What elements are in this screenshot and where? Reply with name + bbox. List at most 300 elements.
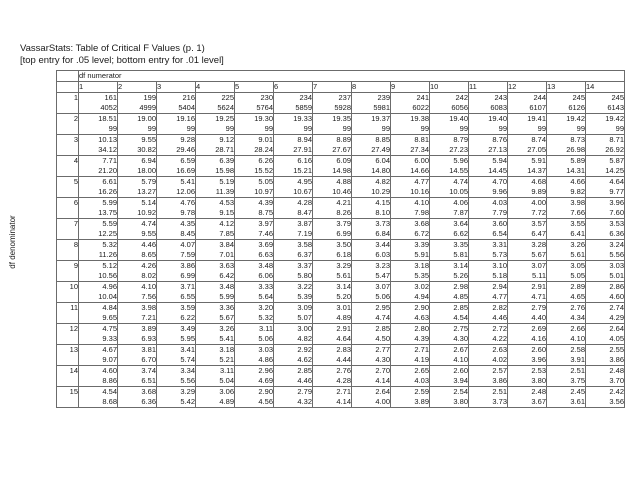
cell-p01: 3.94: [430, 376, 469, 387]
cell-p05: 3.60: [469, 219, 508, 230]
table-row: [57, 208, 625, 219]
cell-p05: 19.41: [508, 114, 547, 125]
cell-p01: 99: [118, 124, 157, 135]
cell-p05: 2.85: [352, 324, 391, 335]
cell-p05: 2.64: [352, 387, 391, 398]
cell-p01: 4.28: [313, 376, 352, 387]
cell-p01: 13.27: [118, 187, 157, 198]
cell-p01: 8.47: [274, 208, 313, 219]
cell-p01: 4.00: [352, 397, 391, 408]
cell-p01: 5.80: [274, 271, 313, 282]
cell-p05: 3.50: [313, 240, 352, 251]
column-header: 6: [274, 82, 313, 93]
cell-p05: 3.31: [469, 240, 508, 251]
cell-p01: 5859: [274, 103, 313, 114]
cell-p05: 19.40: [430, 114, 469, 125]
cell-p01: 4.69: [235, 376, 274, 387]
cell-p01: 9.77: [586, 187, 625, 198]
cell-p05: 2.59: [391, 387, 430, 398]
cell-p01: 3.61: [547, 397, 586, 408]
cell-p01: 4.63: [391, 313, 430, 324]
cell-p05: 3.86: [157, 261, 196, 272]
cell-p01: 5.67: [508, 250, 547, 261]
cell-p01: 14.80: [352, 166, 391, 177]
cell-p05: 10.13: [79, 135, 118, 146]
cell-p01: 4.54: [430, 313, 469, 324]
cell-p05: 4.12: [196, 219, 235, 230]
cell-p01: 4.34: [547, 313, 586, 324]
cell-p05: 4.28: [274, 198, 313, 209]
cell-p01: 5.99: [196, 292, 235, 303]
cell-p01: 6.54: [469, 229, 508, 240]
cell-p01: 7.98: [391, 208, 430, 219]
cell-p05: 6.94: [118, 156, 157, 167]
cell-p01: 16.26: [79, 187, 118, 198]
table-row: [57, 145, 625, 156]
cell-p01: 5.11: [508, 271, 547, 282]
cell-p05: 3.64: [430, 219, 469, 230]
cell-p01: 6.36: [118, 397, 157, 408]
cell-p05: 7.71: [79, 156, 118, 167]
cell-p01: 5404: [157, 103, 196, 114]
cell-p01: 6.99: [313, 229, 352, 240]
cell-p01: 5.18: [469, 271, 508, 282]
cell-p01: 4.89: [313, 313, 352, 324]
cell-p05: 3.58: [274, 240, 313, 251]
cell-p01: 7.79: [469, 208, 508, 219]
cell-p05: 2.66: [547, 324, 586, 335]
table-row: [57, 334, 625, 345]
cell-p05: 2.60: [508, 345, 547, 356]
cell-p05: 2.45: [547, 387, 586, 398]
cell-p01: 5764: [235, 103, 274, 114]
cell-p01: 3.73: [469, 397, 508, 408]
cell-p05: 3.06: [196, 387, 235, 398]
cell-p05: 3.39: [391, 240, 430, 251]
column-header: 12: [508, 82, 547, 93]
cell-p01: 4.62: [274, 355, 313, 366]
cell-p05: 3.22: [274, 282, 313, 293]
cell-p01: 4.46: [469, 313, 508, 324]
cell-p05: 2.76: [313, 366, 352, 377]
table-row: [57, 177, 625, 188]
cell-p05: 5.59: [79, 219, 118, 230]
cell-p05: 2.64: [586, 324, 625, 335]
row-header: 8: [57, 240, 79, 261]
cell-p05: 3.81: [118, 345, 157, 356]
cell-p05: 3.29: [313, 261, 352, 272]
cell-p05: 3.53: [586, 219, 625, 230]
cell-p01: 4.89: [196, 397, 235, 408]
cell-p01: 26.98: [547, 145, 586, 156]
cell-p05: 2.48: [586, 366, 625, 377]
column-header: 11: [469, 82, 508, 93]
cell-p01: 5.56: [157, 376, 196, 387]
cell-p01: 6143: [586, 103, 625, 114]
cell-p01: 5.73: [469, 250, 508, 261]
table-row: [57, 292, 625, 303]
cell-p01: 10.56: [79, 271, 118, 282]
cell-p01: 6.42: [196, 271, 235, 282]
cell-p05: 5.99: [79, 198, 118, 209]
df-numerator-label: df numerator: [79, 71, 625, 82]
cell-p05: 230: [235, 93, 274, 104]
cell-p05: 6.09: [313, 156, 352, 167]
cell-p05: 2.79: [274, 387, 313, 398]
cell-p01: 26.92: [586, 145, 625, 156]
cell-p05: 8.79: [430, 135, 469, 146]
cell-p01: 99: [79, 124, 118, 135]
cell-p05: 3.63: [196, 261, 235, 272]
cell-p05: 244: [508, 93, 547, 104]
cell-p01: 6.47: [508, 229, 547, 240]
row-header: 13: [57, 345, 79, 366]
cell-p05: 8.74: [508, 135, 547, 146]
cell-p01: 7.46: [235, 229, 274, 240]
cell-p01: 99: [391, 124, 430, 135]
cell-p05: 3.84: [196, 240, 235, 251]
cell-p05: 3.26: [196, 324, 235, 335]
cell-p05: 2.76: [547, 303, 586, 314]
cell-p01: 10.97: [235, 187, 274, 198]
table-corner: [57, 82, 79, 93]
cell-p01: 99: [235, 124, 274, 135]
cell-p05: 3.26: [547, 240, 586, 251]
cell-p01: 4.86: [235, 355, 274, 366]
cell-p01: 6.22: [157, 313, 196, 324]
cell-p05: 4.82: [352, 177, 391, 188]
cell-p05: 3.28: [508, 240, 547, 251]
cell-p05: 3.14: [313, 282, 352, 293]
table-row: [57, 397, 625, 408]
cell-p05: 2.86: [586, 282, 625, 293]
row-header: 7: [57, 219, 79, 240]
cell-p05: 3.57: [508, 219, 547, 230]
cell-p05: 19.25: [196, 114, 235, 125]
cell-p05: 216: [157, 93, 196, 104]
cell-p05: 19.35: [313, 114, 352, 125]
cell-p01: 4.02: [469, 355, 508, 366]
cell-p05: 3.23: [352, 261, 391, 272]
cell-p01: 8.68: [79, 397, 118, 408]
cell-p05: 3.24: [586, 240, 625, 251]
table-row: [57, 103, 625, 114]
cell-p01: 9.33: [79, 334, 118, 345]
cell-p01: 15.52: [235, 166, 274, 177]
cell-p05: 5.19: [196, 177, 235, 188]
page-title: VassarStats: Table of Critical F Values (p. 1): [20, 43, 205, 54]
cell-p01: 28.71: [196, 145, 235, 156]
table-row: [57, 271, 625, 282]
cell-p01: 4.77: [469, 292, 508, 303]
cell-p01: 3.89: [391, 397, 430, 408]
cell-p05: 5.96: [430, 156, 469, 167]
cell-p01: 5.41: [196, 334, 235, 345]
cell-p05: 4.66: [547, 177, 586, 188]
cell-p01: 7.87: [430, 208, 469, 219]
cell-p05: 4.76: [157, 198, 196, 209]
cell-p05: 8.76: [469, 135, 508, 146]
cell-p01: 4.19: [391, 355, 430, 366]
cell-p05: 4.26: [118, 261, 157, 272]
cell-p01: 7.19: [274, 229, 313, 240]
cell-p01: 6.93: [118, 334, 157, 345]
cell-p05: 2.90: [391, 303, 430, 314]
cell-p05: 4.53: [196, 198, 235, 209]
cell-p05: 3.97: [235, 219, 274, 230]
cell-p05: 6.26: [235, 156, 274, 167]
cell-p01: 9.65: [79, 313, 118, 324]
cell-p01: 8.75: [235, 208, 274, 219]
cell-p05: 4.03: [469, 198, 508, 209]
cell-p05: 6.04: [352, 156, 391, 167]
table-row: [57, 114, 625, 125]
row-header: 10: [57, 282, 79, 303]
cell-p01: 3.86: [586, 355, 625, 366]
cell-p05: 5.14: [118, 198, 157, 209]
row-header: 6: [57, 198, 79, 219]
cell-p01: 14.55: [430, 166, 469, 177]
cell-p05: 2.91: [508, 282, 547, 293]
cell-p05: 3.71: [157, 282, 196, 293]
table-row: [57, 156, 625, 167]
cell-p01: 4.50: [352, 334, 391, 345]
cell-p05: 2.67: [430, 345, 469, 356]
cell-p01: 11.39: [196, 187, 235, 198]
cell-p01: 5.06: [352, 292, 391, 303]
cell-p01: 4.65: [547, 292, 586, 303]
cell-p01: 8.10: [352, 208, 391, 219]
table-row: [57, 355, 625, 366]
cell-p05: 4.21: [313, 198, 352, 209]
cell-p05: 3.11: [196, 366, 235, 377]
cell-p01: 9.55: [118, 229, 157, 240]
cell-p01: 6.63: [235, 250, 274, 261]
row-header: 2: [57, 114, 79, 135]
cell-p05: 4.74: [430, 177, 469, 188]
cell-p05: 4.95: [274, 177, 313, 188]
cell-p01: 3.91: [547, 355, 586, 366]
cell-p05: 3.41: [157, 345, 196, 356]
table-row: [57, 124, 625, 135]
column-header: 13: [547, 82, 586, 93]
cell-p05: 2.74: [586, 303, 625, 314]
cell-p05: 4.67: [79, 345, 118, 356]
cell-p01: 11.26: [79, 250, 118, 261]
cell-p05: 2.77: [352, 345, 391, 356]
cell-p01: 6.55: [157, 292, 196, 303]
cell-p05: 19.00: [118, 114, 157, 125]
cell-p05: 2.83: [313, 345, 352, 356]
cell-p01: 10.67: [274, 187, 313, 198]
cell-p01: 99: [508, 124, 547, 135]
cell-p01: 10.16: [391, 187, 430, 198]
cell-p05: 4.54: [79, 387, 118, 398]
cell-p05: 3.48: [235, 261, 274, 272]
cell-p01: 3.86: [469, 376, 508, 387]
cell-p05: 237: [313, 93, 352, 104]
row-header: 1: [57, 93, 79, 114]
cell-p05: 245: [586, 93, 625, 104]
cell-p01: 6056: [430, 103, 469, 114]
cell-p01: 7.56: [118, 292, 157, 303]
table-row: [57, 345, 625, 356]
table-row: [57, 313, 625, 324]
cell-p01: 99: [313, 124, 352, 135]
cell-p05: 2.92: [274, 345, 313, 356]
cell-p01: 4.71: [508, 292, 547, 303]
cell-p05: 3.68: [118, 387, 157, 398]
cell-p01: 4.10: [547, 334, 586, 345]
cell-p01: 16.69: [157, 166, 196, 177]
table-row: [57, 229, 625, 240]
cell-p05: 19.42: [586, 114, 625, 125]
cell-p01: 5.56: [586, 250, 625, 261]
cell-p01: 14.25: [586, 166, 625, 177]
cell-p05: 2.63: [469, 345, 508, 356]
table-row: [57, 250, 625, 261]
cell-p01: 29.46: [157, 145, 196, 156]
cell-p05: 2.90: [235, 387, 274, 398]
cell-p05: 19.40: [469, 114, 508, 125]
table-row: [57, 376, 625, 387]
row-header: 11: [57, 303, 79, 324]
cell-p05: 18.51: [79, 114, 118, 125]
cell-p05: 4.75: [79, 324, 118, 335]
cell-p01: 6.03: [352, 250, 391, 261]
cell-p01: 5.01: [586, 271, 625, 282]
table-row: [57, 366, 625, 377]
cell-p01: 6083: [469, 103, 508, 114]
cell-p05: 4.74: [118, 219, 157, 230]
cell-p01: 99: [274, 124, 313, 135]
cell-p05: 8.81: [391, 135, 430, 146]
cell-p05: 2.72: [469, 324, 508, 335]
cell-p05: 3.00: [274, 324, 313, 335]
cell-p01: 14.37: [508, 166, 547, 177]
cell-p01: 9.07: [79, 355, 118, 366]
cell-p05: 4.60: [79, 366, 118, 377]
cell-p01: 27.67: [313, 145, 352, 156]
cell-p01: 5.95: [157, 334, 196, 345]
cell-p01: 3.96: [508, 355, 547, 366]
cell-p05: 5.94: [469, 156, 508, 167]
cell-p05: 4.15: [352, 198, 391, 209]
cell-p05: 4.06: [430, 198, 469, 209]
cell-p01: 6.51: [118, 376, 157, 387]
cell-p05: 245: [547, 93, 586, 104]
cell-p05: 2.79: [508, 303, 547, 314]
cell-p01: 5.26: [430, 271, 469, 282]
column-header: 14: [586, 82, 625, 93]
cell-p01: 5.35: [391, 271, 430, 282]
cell-p01: 4.56: [235, 397, 274, 408]
cell-p01: 13.75: [79, 208, 118, 219]
cell-p05: 3.36: [196, 303, 235, 314]
cell-p01: 4.03: [391, 376, 430, 387]
cell-p01: 5.07: [274, 313, 313, 324]
cell-p01: 5.05: [547, 271, 586, 282]
cell-p01: 4.94: [391, 292, 430, 303]
cell-p01: 3.80: [430, 397, 469, 408]
cell-p05: 4.39: [235, 198, 274, 209]
column-header: 9: [391, 82, 430, 93]
cell-p05: 3.73: [352, 219, 391, 230]
cell-p05: 3.14: [430, 261, 469, 272]
cell-p01: 8.02: [118, 271, 157, 282]
cell-p05: 4.64: [586, 177, 625, 188]
cell-p01: 6022: [391, 103, 430, 114]
cell-p01: 5.32: [235, 313, 274, 324]
cell-p01: 30.82: [118, 145, 157, 156]
cell-p05: 6.59: [157, 156, 196, 167]
cell-p01: 4.22: [469, 334, 508, 345]
cell-p01: 27.23: [430, 145, 469, 156]
cell-p05: 9.12: [196, 135, 235, 146]
cell-p05: 3.68: [391, 219, 430, 230]
cell-p01: 7.21: [118, 313, 157, 324]
cell-p05: 3.55: [547, 219, 586, 230]
cell-p01: 28.24: [235, 145, 274, 156]
cell-p01: 6.70: [118, 355, 157, 366]
cell-p05: 8.85: [352, 135, 391, 146]
cell-p05: 3.59: [157, 303, 196, 314]
cell-p01: 5981: [352, 103, 391, 114]
cell-p01: 10.29: [352, 187, 391, 198]
cell-p01: 9.96: [469, 187, 508, 198]
cell-p01: 5.91: [391, 250, 430, 261]
cell-p01: 5928: [313, 103, 352, 114]
cell-p05: 2.85: [430, 303, 469, 314]
cell-p05: 2.82: [469, 303, 508, 314]
cell-p01: 4.29: [586, 313, 625, 324]
cell-p01: 3.70: [586, 376, 625, 387]
cell-p05: 3.03: [586, 261, 625, 272]
cell-p01: 4.16: [508, 334, 547, 345]
cell-p05: 3.07: [508, 261, 547, 272]
cell-p05: 8.89: [313, 135, 352, 146]
cell-p05: 5.05: [235, 177, 274, 188]
row-header: 15: [57, 387, 79, 408]
df-denominator-label: df denominator: [8, 215, 17, 269]
cell-p05: 6.61: [79, 177, 118, 188]
cell-p05: 2.98: [430, 282, 469, 293]
cell-p01: 4.46: [274, 376, 313, 387]
cell-p01: 5.74: [157, 355, 196, 366]
cell-p05: 3.07: [352, 282, 391, 293]
cell-p05: 5.32: [79, 240, 118, 251]
cell-p01: 5.06: [235, 334, 274, 345]
cell-p01: 4.64: [313, 334, 352, 345]
cell-p05: 9.55: [118, 135, 157, 146]
cell-p01: 7.66: [547, 208, 586, 219]
cell-p01: 27.34: [391, 145, 430, 156]
cell-p05: 2.54: [430, 387, 469, 398]
cell-p01: 99: [430, 124, 469, 135]
cell-p05: 161: [79, 93, 118, 104]
cell-p01: 12.06: [157, 187, 196, 198]
cell-p05: 4.68: [508, 177, 547, 188]
cell-p01: 3.75: [547, 376, 586, 387]
cell-p05: 4.70: [469, 177, 508, 188]
cell-p01: 6.18: [313, 250, 352, 261]
cell-p05: 3.18: [196, 345, 235, 356]
cell-p05: 6.39: [196, 156, 235, 167]
cell-p05: 2.51: [469, 387, 508, 398]
cell-p01: 5.61: [313, 271, 352, 282]
cell-p05: 5.79: [118, 177, 157, 188]
cell-p01: 6.37: [274, 250, 313, 261]
